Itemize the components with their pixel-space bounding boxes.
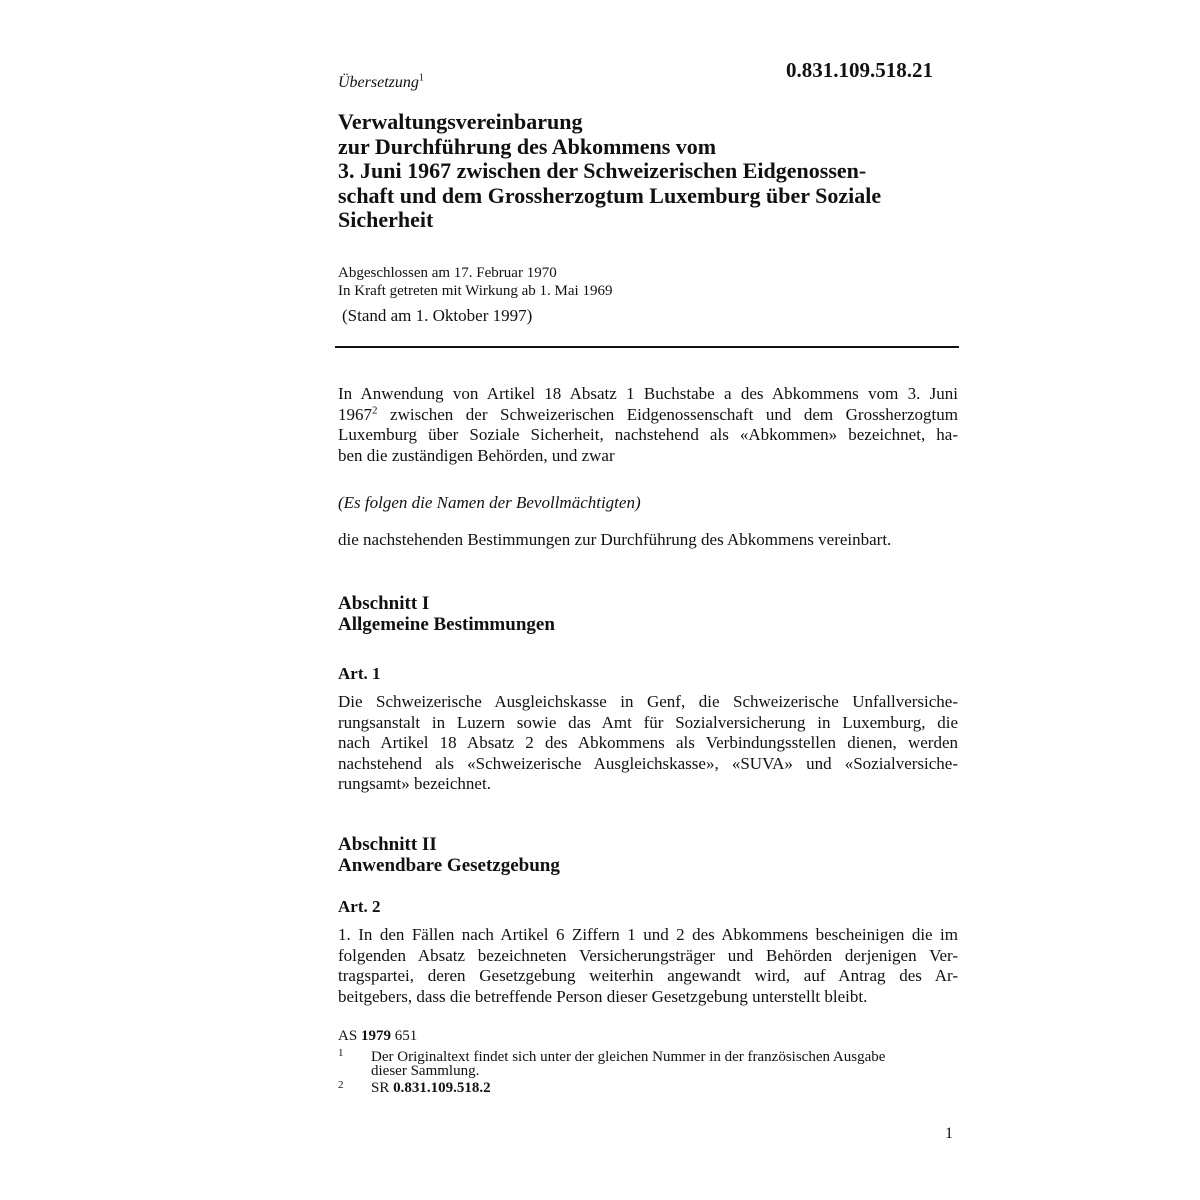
preamble-paragraph [338,384,958,466]
signatories-note: (Es folgen die Namen der Bevollmächtigten) [338,493,641,512]
header-divider [335,346,959,348]
in-force-date: In Kraft getreten mit Wirkung ab 1. Mai 1969 [338,283,613,299]
article-2-text [338,925,958,1007]
preamble-line-rest: zwischen der Schweizerischen Eidgenossenschaft und dem Grossherzogtum [377,404,958,424]
article-line: Die Schweizerische Ausgleichskasse in Genf, die Schweizerische Unfallversiche- [338,692,958,711]
footnote-2-prefix: SR [371,1080,394,1096]
article-1-text [338,692,958,795]
preamble-line: In Anwendung von Artikel 18 Absatz 1 Buchstabe a des Abkommens vom 3. Juni [338,384,958,403]
section-number: Abschnitt II [338,834,437,855]
footnote-2-text [371,1081,491,1095]
section-1-heading [338,594,555,635]
source-page: 651 [390,1028,418,1044]
article-1-label: Art. 1 [338,664,381,683]
article-2-label: Art. 2 [338,897,381,916]
title-line: Sicherheit [338,207,434,232]
article-line: rungsamt» bezeichnet. [338,774,491,793]
footnote-1-number: 1 [338,1047,344,1059]
concluded-date: Abgeschlossen am 17. Februar 1970 [338,265,557,281]
title-line: Verwaltungsvereinbarung [338,109,583,134]
footnote-line: dieser Sammlung. [371,1063,480,1079]
document-title [338,110,978,233]
article-line: folgenden Absatz bezeichneten Versicherungsträger und Behörden derjenigen Ver- [338,945,958,965]
translation-label [338,74,424,92]
agreement-clause: die nachstehenden Bestimmungen zur Durchführung des Abkommens vereinbart. [338,530,892,549]
article-line: 1. In den Fällen nach Artikel 6 Ziffern 1 und 2 des Abkommens bescheinigen die im [338,925,958,944]
section-title: Allgemeine Bestimmungen [338,613,555,635]
section-2-heading [338,835,560,876]
footnote-line: Der Originaltext findet sich unter der gleichen Nummer in der französischen Ausgabe [371,1049,886,1065]
title-line: 3. Juni 1967 zwischen der Schweizerischen Eidgenossen- [338,158,867,183]
preamble-line: Luxemburg über Soziale Sicherheit, nachstehend als «Abkommen» bezeichnet, ha- [338,425,958,444]
article-line: nach Artikel 18 Absatz 2 des Abkommens als Verbindungsstellen dienen, werden [338,733,958,752]
article-line: nachstehend als «Schweizerische Ausgleichskasse», «SUVA» und «Sozialversiche- [338,753,958,773]
translation-text: Übersetzung [338,74,419,91]
source-reference [338,1028,417,1045]
article-line: tragspartei, deren Gesetzgebung weiterhin angewandt wird, auf Antrag des Ar- [338,966,958,985]
preamble-year: 1967 [338,404,372,424]
title-line: zur Durchführung des Abkommens vom [338,133,717,159]
status-date: (Stand am 1. Oktober 1997) [342,306,533,325]
article-line: beitgebers, dass die betreffende Person dieser Gesetzgebung unterstellt bleibt. [338,986,868,1006]
title-line: schaft und dem Grossherzogtum Luxemburg über Soziale [338,182,882,208]
article-line: rungsanstalt in Luzern sowie das Amt für Sozialversicherung in Luxemburg, die [338,712,958,732]
source-prefix: AS [338,1028,361,1044]
footnote-1-text [371,1050,885,1078]
preamble-line: ben die zuständigen Behörden, und zwar [338,445,615,465]
sr-number: 0.831.109.518.21 [786,58,933,82]
page-number: 1 [945,1125,953,1142]
translation-footnote-ref[interactable]: 1 [418,72,424,84]
source-year: 1979 [360,1028,391,1044]
footnote-2-number: 2 [338,1079,344,1091]
section-number: Abschnitt I [338,593,430,614]
footnote-2-reference[interactable]: 0.831.109.518.2 [393,1080,491,1096]
footnote-ref-2[interactable]: 2 [372,403,378,416]
preamble-line [338,405,958,426]
section-title: Anwendbare Gesetzgebung [338,854,560,876]
